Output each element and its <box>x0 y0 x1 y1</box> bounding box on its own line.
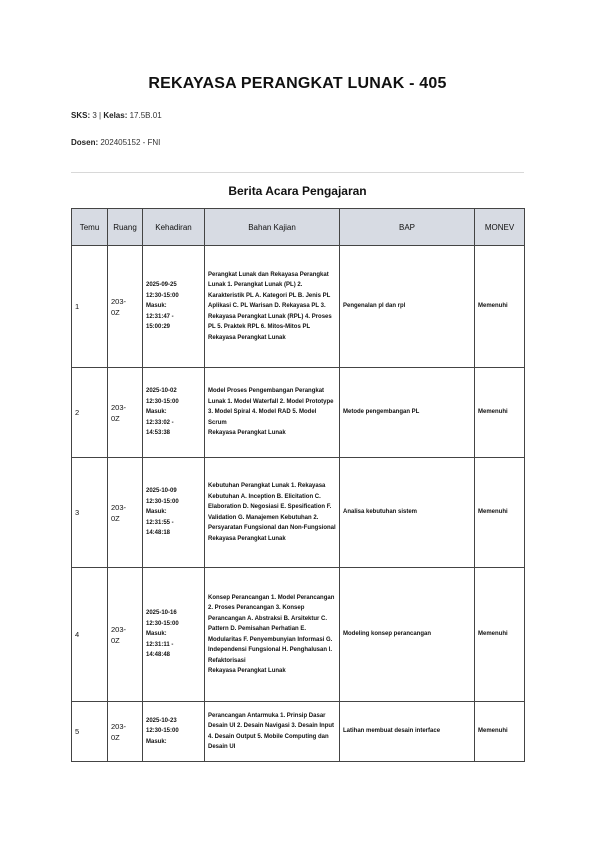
table-row <box>72 702 525 762</box>
kehadiran-cell: 2025-10-16 12:30-15:00 Masuk: 12:31:11 - 14:48:48 <box>143 568 205 702</box>
bahan-kajian-subject: Rekayasa Perangkat Lunak <box>208 334 286 341</box>
monev-cell: Memenuhi <box>475 458 525 568</box>
bap-cell: Modeling konsep perancangan <box>340 568 475 702</box>
monev-cell: Memenuhi <box>475 702 525 762</box>
bahan-kajian-text: Model Proses Pengembangan Perangkat Lunak 1. Model Waterfall 2. Model Prototype 3. Model Spiral 4. Model RAD 5. Model Scrum <box>208 388 334 426</box>
bahan-kajian-subject: Rekayasa Perangkat Lunak <box>208 430 286 437</box>
divider <box>71 172 524 173</box>
ruang-cell: 203- 0Z <box>108 368 143 458</box>
ruang-cell: 203- 0Z <box>108 246 143 368</box>
temu-cell: 5 <box>72 702 108 762</box>
table-header-row <box>72 209 525 246</box>
sks-value: 3 <box>92 111 97 120</box>
header-bahan-kajian: Bahan Kajian <box>205 209 340 246</box>
sks-label: SKS: <box>71 111 91 120</box>
header-ruang: Ruang <box>108 209 143 246</box>
info-separator: | <box>99 111 102 120</box>
bap-cell: Latihan membuat desain interface <box>340 702 475 762</box>
bap-cell: Analisa kebutuhan sistem <box>340 458 475 568</box>
kelas-label: Kelas: <box>103 111 128 120</box>
ruang-cell: 203- 0Z <box>108 568 143 702</box>
bahan-kajian-subject: Rekayasa Perangkat Lunak <box>208 668 286 674</box>
monev-cell: Memenuhi <box>475 368 525 458</box>
table-row <box>72 458 525 568</box>
section-title: Berita Acara Pengajaran <box>228 184 367 198</box>
bap-table <box>71 208 525 762</box>
bap-cell: Metode pengembangan PL <box>340 368 475 458</box>
bahan-kajian-subject: Rekayasa Perangkat Lunak <box>208 535 286 542</box>
header-monev: MONEV <box>475 209 525 246</box>
bahan-kajian-text: Kebutuhan Perangkat Lunak 1. Rekayasa Kebutuhan A. Inception B. Elicitation C. Elaboration D. Negosiasi E. Spesification F. Validation G. Manajemen Kebutuhan 2. Persyaratan Fungsional dan Non-Fungsional <box>208 483 336 531</box>
monev-cell: Memenuhi <box>475 568 525 702</box>
table-row <box>72 568 525 702</box>
temu-cell: 4 <box>72 568 108 702</box>
bahan-kajian-text: Konsep Perancangan 1. Model Perancangan 2. Proses Perancangan 3. Konsep Perancangan A. Abstraksi B. Arsitektur C. Pattern D. Pemisahan Perhatian E. Modularitas F. Penyembunyian Informasi G. Independensi Fungsional H. Penghalusan I. Refaktorisasi <box>208 594 335 664</box>
ruang-cell: 203- 0Z <box>108 702 143 762</box>
sks-kelas-line <box>71 111 162 120</box>
bahan-kajian-cell <box>205 368 340 458</box>
kehadiran-cell: 2025-10-23 12:30-15:00 Masuk: <box>143 702 205 762</box>
course-title: REKAYASA PERANGKAT LUNAK - 405 <box>148 75 447 92</box>
ruang-cell: 203- 0Z <box>108 458 143 568</box>
header-temu: Temu <box>72 209 108 246</box>
dosen-line <box>71 138 160 147</box>
bahan-kajian-cell <box>205 568 340 702</box>
bap-cell: Pengenalan pl dan rpl <box>340 246 475 368</box>
kehadiran-cell: 2025-10-02 12:30-15:00 Masuk: 12:33:02 - 14:53:38 <box>143 368 205 458</box>
bahan-kajian-cell <box>205 702 340 762</box>
temu-cell: 3 <box>72 458 108 568</box>
header-kehadiran: Kehadiran <box>143 209 205 246</box>
kelas-value: 17.5B.01 <box>129 111 162 120</box>
header-bap: BAP <box>340 209 475 246</box>
dosen-label: Dosen: <box>71 138 99 147</box>
bahan-kajian-cell <box>205 458 340 568</box>
table-row <box>72 246 525 368</box>
temu-cell: 1 <box>72 246 108 368</box>
monev-cell: Memenuhi <box>475 246 525 368</box>
temu-cell: 2 <box>72 368 108 458</box>
bahan-kajian-text: Perangkat Lunak dan Rekayasa Perangkat Lunak 1. Perangkat Lunak (PL) 2. Karakteristik PL A. Kategori PL B. Jenis PL Aplikasi C. PL Warisan D. Rekayasa PL 3. Rekayasa Perangkat Lunak (RPL) 4. Proses PL 5. Praktek RPL 6. Mitos-Mitos PL <box>208 271 332 331</box>
kehadiran-cell: 2025-10-09 12:30-15:00 Masuk: 12:31:55 - 14:48:18 <box>143 458 205 568</box>
kehadiran-cell: 2025-09-25 12:30-15:00 Masuk: 12:31:47 - 15:00:29 <box>143 246 205 368</box>
bahan-kajian-cell <box>205 246 340 368</box>
table-row <box>72 368 525 458</box>
dosen-value: 202405152 - FNI <box>100 138 161 147</box>
bahan-kajian-text: Perancangan Antarmuka 1. Prinsip Dasar Desain UI 2. Desain Navigasi 3. Desain Input 4. Desain Output 5. Mobile Computing dan Desain UI <box>208 712 335 750</box>
